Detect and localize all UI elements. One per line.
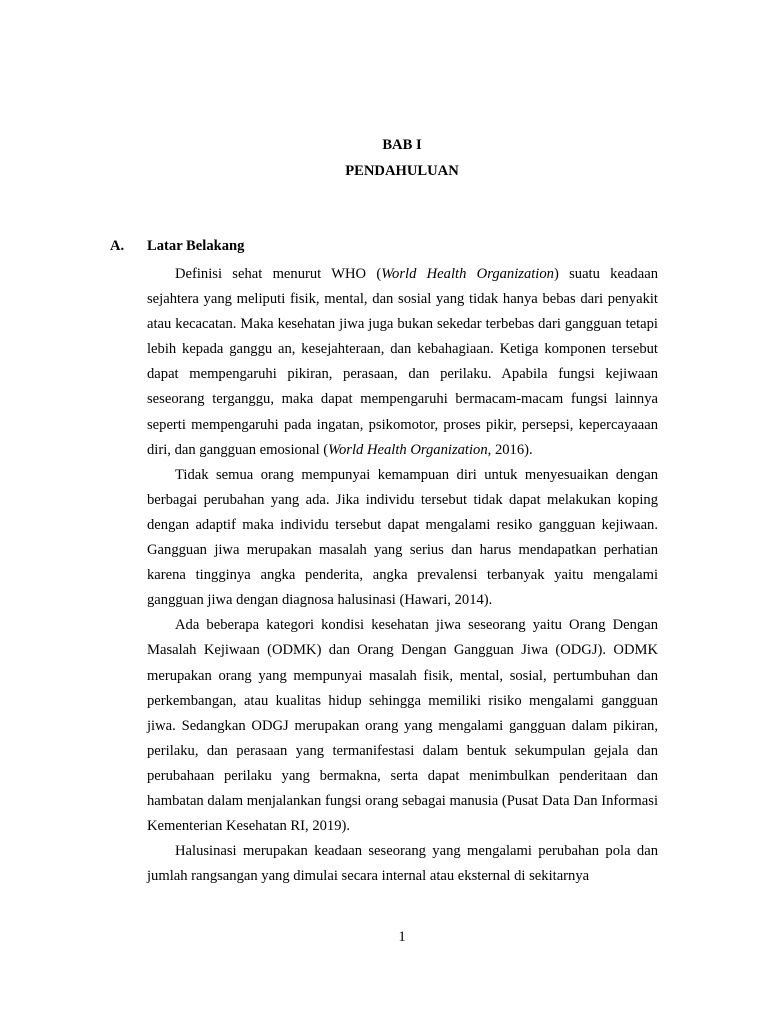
- text-segment: Definisi sehat menurut WHO (: [175, 266, 382, 282]
- paragraph: [147, 463, 658, 614]
- body-text: [147, 262, 658, 889]
- section-letter: A.: [110, 238, 125, 254]
- chapter-title: PENDAHULUAN: [345, 163, 459, 179]
- chapter-label: BAB I: [382, 137, 422, 153]
- text-segment: Halusinasi merupakan keadaan seseorang yang mengalami perubahan pola dan jumlah rangsangan yang dimulai secara internal atau eksternal di sekitarnya: [147, 843, 658, 885]
- italic-text-segment: World Health Organization: [381, 266, 554, 282]
- text-segment: Ada beberapa kategori kondisi kesehatan jiwa seseorang yaitu Orang Dengan Masalah Kejiwaan (ODMK) dan Orang Dengan Gangguan Jiwa (ODGJ). ODMK merupakan orang yang mempunyai masalah fisik, mental, sosial, pertumbuhan dan perkembangan, atau kualitas hidup sehingga memiliki risiko mengalami gangguan jiwa. Sedangkan ODGJ merupakan orang yang mengalami gangguan dalam pikiran, perilaku, dan perasaan yang termanifestasi dalam bentuk sekumpulan gejala dan perubahaan perilaku yang bermakna, serta dapat menimbulkan penderitaan dan hambatan dalam menjalankan fungsi orang sebagai manusia (Pusat Data Dan Informasi Kementerian Kesehatan RI, 2019).: [147, 617, 658, 835]
- text-segment: ) suatu keadaan sejahtera yang meliputi fisik, mental, dan sosial yang tidak hanya bebas dari penyakit atau kecacatan. Maka kesehatan jiwa juga bukan sekedar terbebas dari gangguan tetapi lebih kepada ganggu an, kesejahteraan, dan kebahagiaan. Ketiga komponen tersebut dapat mempengaruhi pikiran, perasaan, dan perilaku. Apabila fungsi kejiwaan seseorang terganggu, maka dapat mempengaruhi bermacam-macam fungsi lainnya seperti mempengaruhi pada ingatan, psikomotor, proses pikir, persepsi, kepercayaaan diri, dan gangguan emosional (: [147, 266, 658, 458]
- italic-text-segment: World Health Organization: [328, 441, 488, 458]
- paragraph: [147, 262, 658, 463]
- section-heading: Latar Belakang: [147, 238, 245, 254]
- paragraph: [147, 613, 658, 839]
- page-number: 1: [398, 929, 406, 945]
- paragraph: [147, 839, 658, 889]
- text-segment: Tidak semua orang mempunyai kemampuan diri untuk menyesuaikan dengan berbagai perubahan yang ada. Jika individu tersebut tidak dapat melakukan koping dengan adaptif maka individu tersebut dapat mengalami resiko gangguan kejiwaan. Gangguan jiwa merupakan masalah yang serius dan harus mendapatkan perhatian karena tingginya angka penderita, angka prevalensi terbanyak yaitu mengalami gangguan jiwa dengan diagnosa halusinasi (Hawari, 2014).: [147, 466, 658, 609]
- text-segment: , 2016).: [487, 441, 533, 458]
